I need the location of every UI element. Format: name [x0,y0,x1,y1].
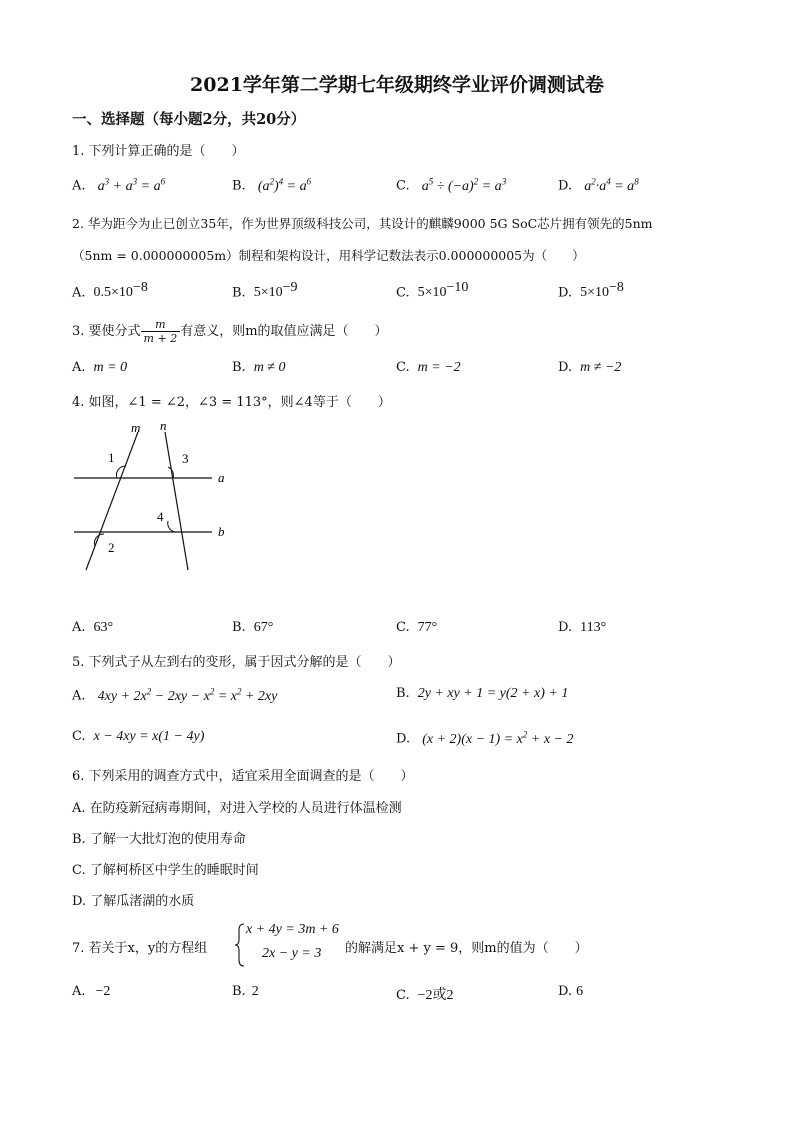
q1-option-c[interactable]: C. $a^5 \div (-a)^2 = a^3$ [396,176,507,194]
option-value: 5×10 [580,285,609,301]
q3-option-d[interactable] [558,360,621,376]
question-2-stem-line1: 2. 华为距今为止已创立35年，作为世界顶级科技公司，其设计的麒麟9000 5G SoC芯片拥有领先的5nm [72,216,653,231]
q3-stem-before: 3. 要使分式 [72,324,141,339]
option-letter: A. [72,178,86,194]
option-letter: C. [396,178,410,194]
q4-option-c[interactable] [396,620,437,636]
option-letter: C. [396,285,410,301]
label-angle-1: 1 [108,450,115,465]
q7-option-b[interactable] [232,984,259,1000]
exponent: −10 [446,280,469,295]
option-letter: B. [396,686,410,701]
option-letter: A. [72,360,86,375]
q3-fraction [141,318,181,345]
option-letter: C. [72,729,86,744]
option-text: m ≠ 0 [253,360,286,375]
option-letter: D. [558,360,573,375]
q7-option-c[interactable] [396,984,454,1004]
q7-option-d[interactable] [558,984,583,1000]
question-2-stem-line2: （5nm = 0.000000005m）制程和架构设计，用科学记数法表示0.000000005为（ ） [72,248,585,263]
q6-option-b[interactable]: B. 了解一大批灯泡的使用寿命 [72,832,246,847]
q3-option-c[interactable] [396,360,461,376]
option-letter: B. [232,178,246,194]
q5-option-b[interactable] [396,686,568,702]
label-angle-4: 4 [157,509,164,524]
option-value: 5×10 [417,285,447,301]
q7-option-a[interactable] [72,984,110,1000]
angle-4-arc [168,521,175,532]
option-letter: D. [558,178,573,194]
label-m: m [131,420,141,435]
label-angle-2: 2 [108,540,115,555]
question-7-stem-before: 7. 若关于x，y的方程组 [72,941,208,956]
fraction-denominator: m + 2 [143,332,178,345]
option-letter: D. [558,620,573,635]
question-6-stem: 6. 下列采用的调查方式中，适宜采用全面调查的是（ ） [72,769,414,784]
option-value: 5×10 [253,285,283,301]
option-letter: D. [396,731,411,747]
option-text: 77° [417,620,438,635]
q1-option-b[interactable]: B. $(a^2)^4 = a^6$ [232,176,312,194]
q2-option-c[interactable] [396,280,468,301]
q4-option-b[interactable] [232,620,273,636]
option-text: x − 4xy = x(1 − 4y) [93,729,205,744]
question-7-stem-after: 的解满足x + y = 9，则m的值为（ ） [345,941,588,956]
exponent: −8 [132,280,148,295]
q3-stem-after: 有意义，则m的取值应满足（ ） [180,324,388,339]
q5-option-d[interactable]: D. $(x + 2)(x - 1) = x^2 + x - 2$ [396,729,574,747]
page-title: 2021学年第二学期七年级期终学业评价调测试卷 [190,74,604,96]
exponent: −9 [282,280,298,295]
q1-option-d[interactable]: D. $a^2\cdot a^4 = a^8$ [558,176,639,194]
option-letter: D. [558,285,573,301]
option-letter: B. [232,360,246,375]
q5-option-c[interactable] [72,729,204,745]
option-letter: C. [396,988,410,1003]
q3-option-b[interactable] [232,360,285,376]
label-a: a [218,470,225,485]
question-1-stem: 1. 下列计算正确的是（ ） [72,144,245,159]
fraction-numerator: m [141,318,181,332]
option-letter: A. [72,984,86,999]
option-letter: C. [396,360,410,375]
option-letter: A. [72,285,86,301]
q6-option-d[interactable]: D. 了解瓜渚湖的水质 [72,894,195,909]
q6-option-a[interactable]: A. 在防疫新冠病毒期间，对进入学校的人员进行体温检测 [72,801,402,816]
option-letter: B. [232,984,246,999]
q7-equation-1: x + 4y = 3m + 6 [246,922,339,937]
option-text: 63° [93,620,114,635]
label-b: b [218,524,225,539]
option-text: 6 [576,984,584,999]
q4-figure [70,418,240,578]
option-text: m = 0 [93,360,128,375]
option-letter: D. [558,984,573,999]
option-letter: A. [72,620,86,635]
option-letter: B. [232,285,246,301]
q6-option-c[interactable]: C. 了解柯桥区中学生的睡眠时间 [72,863,259,878]
option-value: 0.5×10 [93,285,133,301]
q2-option-a[interactable] [72,280,148,301]
brace-icon [234,922,246,968]
option-text: −2 [95,984,111,999]
label-angle-3: 3 [182,451,189,466]
q1-option-a[interactable]: A. $a^3 + a^3 = a^6$ [72,176,166,194]
option-letter: B. [232,620,246,635]
option-text: m = −2 [417,360,461,375]
option-text: 113° [580,620,607,635]
q4-option-d[interactable] [558,620,606,636]
option-letter: C. [396,620,410,635]
question-4-stem: 4. 如图，∠1 = ∠2，∠3 = 113°，则∠4等于（ ） [72,395,391,410]
label-n: n [160,418,167,433]
option-letter: A. [72,688,86,704]
q5-option-a[interactable]: A. $4xy + 2x^2 - 2xy - x^2 = x^2 + 2xy$ [72,686,278,704]
exponent: −8 [609,280,624,295]
option-text: 2y + xy + 1 = y(2 + x) + 1 [417,686,569,701]
question-3-stem [72,318,388,345]
option-text: 2 [251,984,259,999]
option-text: −2或2 [417,988,454,1003]
q2-option-b[interactable] [232,280,298,301]
question-5-stem: 5. 下列式子从左到右的变形，属于因式分解的是（ ） [72,655,401,670]
option-text: m ≠ −2 [580,360,622,375]
section-heading: 一、选择题（每小题2分，共20分） [72,111,306,128]
q7-equation-2: 2x − y = 3 [262,946,322,961]
q3-option-a[interactable] [72,360,127,376]
option-text: 67° [253,620,274,635]
q2-option-d[interactable] [558,280,624,301]
q4-option-a[interactable] [72,620,113,636]
